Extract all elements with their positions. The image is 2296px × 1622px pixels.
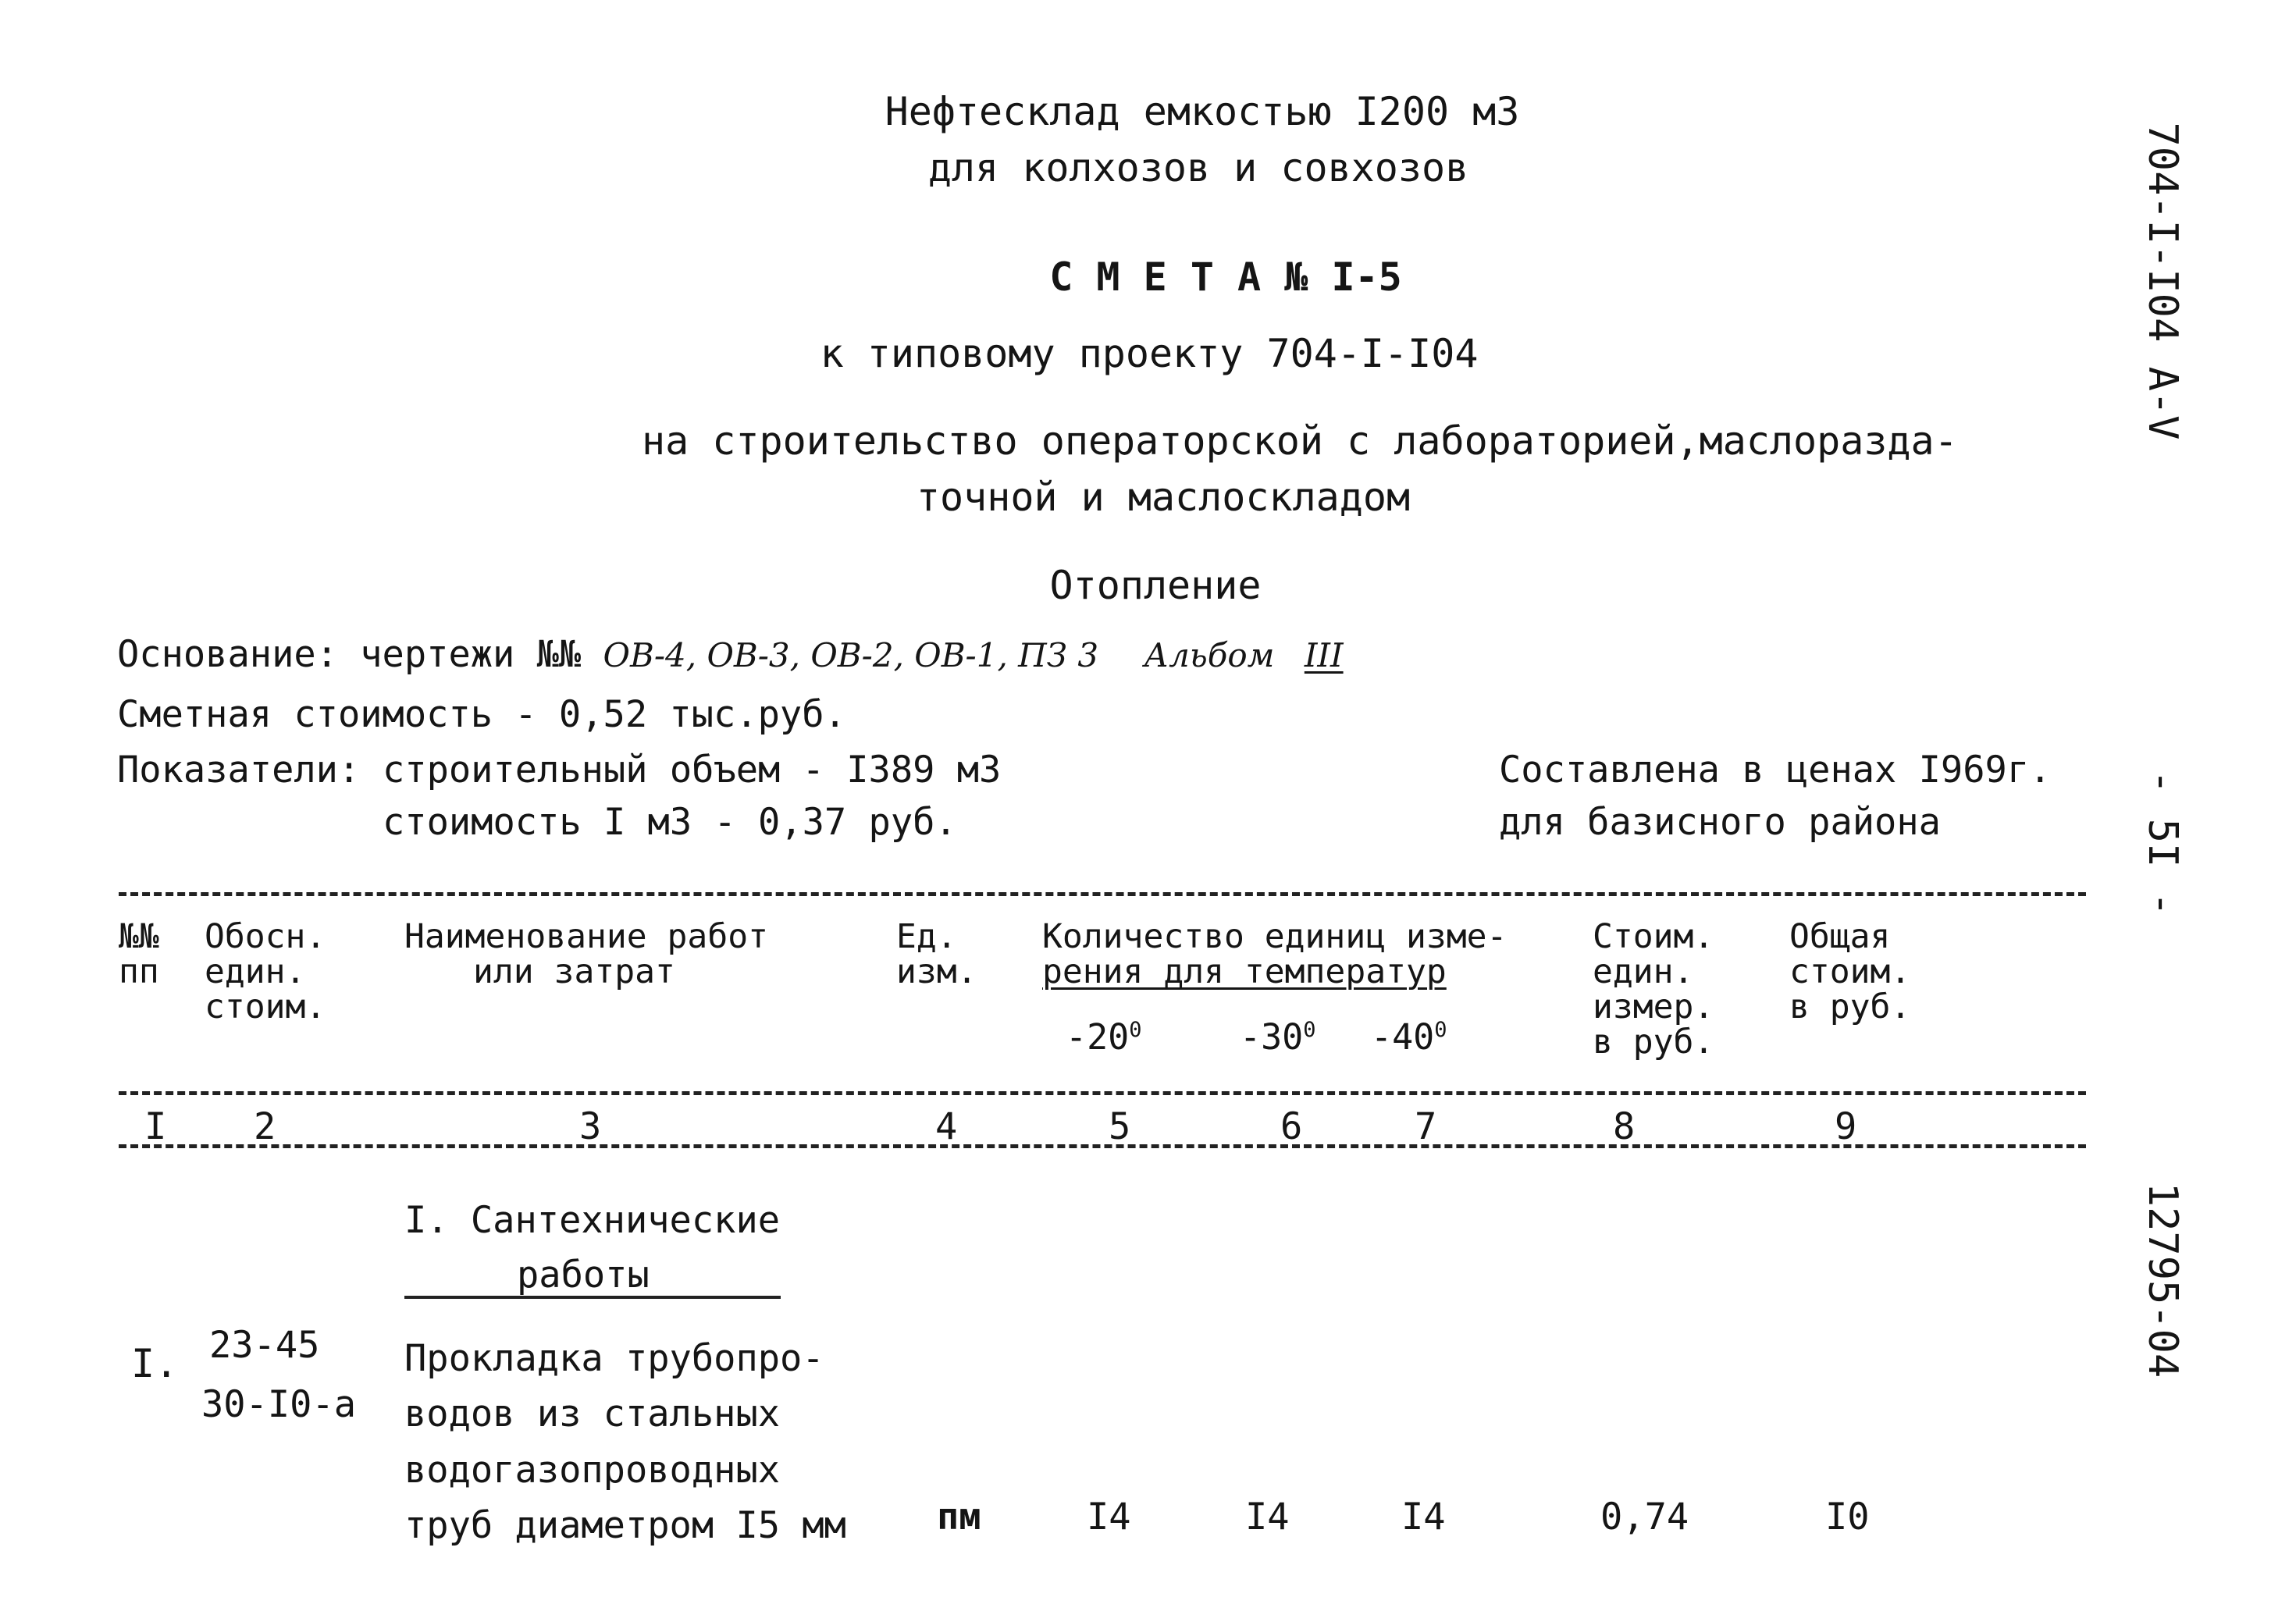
- margin-page-number: - 5I -: [2139, 770, 2186, 916]
- header-temp-30: $-30^0$: [1240, 1016, 1316, 1058]
- row-qty-40: I4: [1401, 1496, 1446, 1538]
- basis-label: Основание: чертежи №№: [117, 633, 582, 676]
- basis-value: ОВ-4, ОВ-3, ОВ-2, ОВ-1, ПЗ 3: [603, 636, 1099, 674]
- building-volume: строительный объем - I389 м3: [383, 749, 1002, 791]
- unit-volume-cost: стоимость I м3 - 0,37 руб.: [383, 801, 957, 844]
- doc-title-line1: Нефтесклад емкостью I200 м3: [885, 89, 1520, 134]
- col-number-7: 7: [1415, 1105, 1437, 1148]
- col-number-3: 3: [579, 1105, 602, 1148]
- section-title-line1: I. Сантехнические: [404, 1199, 781, 1242]
- header-col-name: Наименование работ или затрат: [404, 917, 768, 992]
- purpose-line2: точной и маслоскладом: [916, 475, 1411, 520]
- prices-year: Составлена в ценах I969г.: [1499, 749, 2052, 791]
- col-number-5: 5: [1109, 1105, 1131, 1148]
- row-work-name: Прокладка трубопро- водов из стальных водогазопроводных труб диаметром I5 мм: [404, 1337, 846, 1548]
- margin-project-code: 704-I-I04 A-V: [2139, 122, 2186, 440]
- row-qty-30: I4: [1245, 1496, 1290, 1538]
- estimate-cost: Сметная стоимость - 0,52 тыс.руб.: [117, 693, 846, 736]
- col-number-8: 8: [1613, 1105, 1636, 1148]
- row-number: I.: [131, 1341, 179, 1386]
- margin-inventory-number: 12795-04: [2139, 1182, 2186, 1378]
- col-number-2: 2: [254, 1105, 276, 1148]
- col-number-9: 9: [1835, 1105, 1857, 1148]
- indicators-label: Показатели:: [117, 749, 361, 791]
- basis-album-number: III: [1304, 636, 1344, 674]
- header-col-total: Общая стоим. в руб.: [1789, 917, 1911, 1027]
- col-numbers-rule: [119, 1144, 2086, 1148]
- estimate-subtitle: к типовому проекту 704-I-I04: [820, 331, 1479, 376]
- col-number-1: I: [144, 1105, 167, 1148]
- row-total: I0: [1825, 1496, 1870, 1538]
- header-col-num: №№ пп: [119, 917, 159, 992]
- basis-album: Альбом: [1144, 636, 1275, 674]
- table-top-rule: [119, 892, 2086, 896]
- header-col-basis: Обосн. един. стоим.: [205, 917, 326, 1027]
- row-basis-2: 30-I0-а: [201, 1383, 357, 1426]
- col-number-4: 4: [935, 1105, 958, 1148]
- section-title-line2: работы: [517, 1254, 650, 1297]
- basis-line: [117, 633, 1344, 676]
- header-temp-20: $-20^0$: [1066, 1016, 1142, 1058]
- row-qty-20: I4: [1087, 1496, 1131, 1538]
- section-title-underline: [404, 1296, 781, 1299]
- header-temp-40: $-40^0$: [1371, 1016, 1447, 1058]
- doc-title-line2: для колхозов и совхозов: [927, 145, 1469, 190]
- estimate-title: С М Е Т А № I-5: [1049, 254, 1402, 300]
- row-unit: пм: [937, 1496, 981, 1538]
- purpose-line1: на строительство операторской с лабораторией,маслоразда-: [642, 418, 1958, 464]
- row-unit-cost: 0,74: [1600, 1496, 1689, 1538]
- header-col-unit: Ед. изм.: [896, 917, 977, 992]
- header-col-unit-cost: Стоим. един. измер. в руб.: [1593, 917, 1714, 1062]
- section-heading: Отопление: [1049, 563, 1262, 608]
- table-header-rule: [119, 1091, 2086, 1095]
- prices-region: для базисного района: [1499, 801, 1941, 844]
- col-number-6: 6: [1280, 1105, 1303, 1148]
- header-col-quantity: Количество единиц изме- рения для температур: [1042, 917, 1508, 992]
- row-basis-1: 23-45: [209, 1324, 320, 1367]
